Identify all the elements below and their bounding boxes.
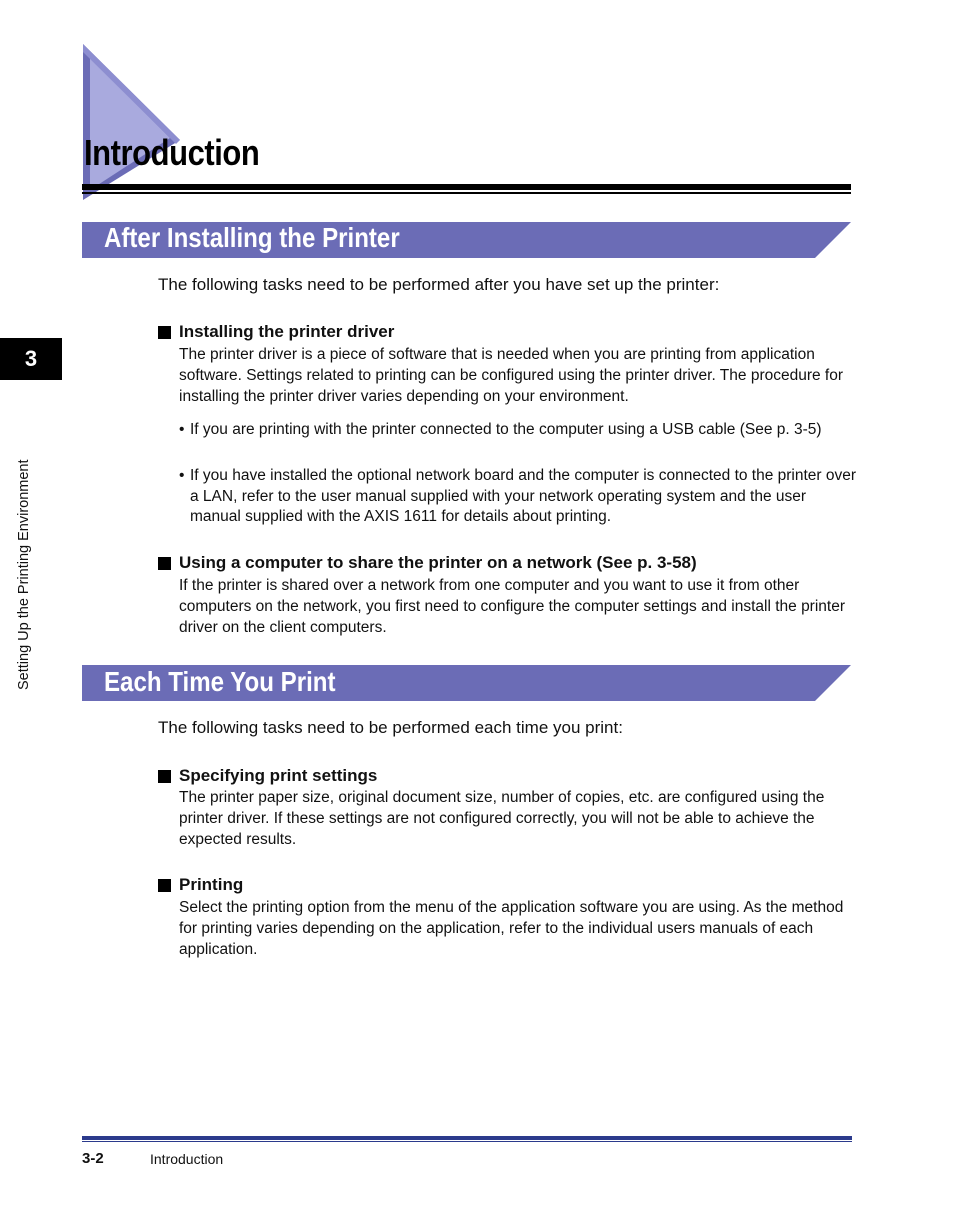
section-title-each-time: Each Time You Print bbox=[104, 666, 336, 697]
footer-rule bbox=[82, 1136, 852, 1140]
paragraph: Select the printing option from the menu of the application software you are using. As the method for printing varies depending on the application, refer to the individual users manuals of each application. bbox=[179, 899, 844, 958]
section-intro: The following tasks need to be performed after you have set up the printer: bbox=[158, 275, 720, 294]
subheading-text: Using a computer to share the printer on a network (See p. 3-58) bbox=[179, 553, 697, 572]
square-bullet-icon bbox=[158, 770, 171, 783]
footer-rule-thin bbox=[82, 1141, 852, 1142]
chapter-title: Introduction bbox=[84, 132, 260, 173]
chapter-side-label: Setting Up the Printing Environment bbox=[16, 459, 32, 690]
title-rule-thin bbox=[82, 192, 851, 194]
square-bullet-icon bbox=[158, 879, 171, 892]
bullet-dot-icon: • bbox=[179, 467, 185, 484]
subheading-share-printer bbox=[158, 553, 697, 573]
page-number: 3-2 bbox=[82, 1150, 104, 1167]
bullet-text: If you are printing with the printer connected to the computer using a USB cable (See p. 3-5) bbox=[190, 421, 822, 438]
subheading-printing bbox=[158, 875, 243, 895]
bullet-item bbox=[179, 420, 859, 441]
subheading-print-settings bbox=[158, 766, 377, 786]
footer-title: Introduction bbox=[150, 1151, 224, 1167]
title-rule bbox=[82, 184, 851, 190]
chapter-tab: 3 bbox=[0, 338, 62, 380]
bullet-item bbox=[179, 466, 859, 528]
paragraph: The printer driver is a piece of software that is needed when you are printing from application software. Settings related to printing can be configured using the printer driver. The procedure for installing the printer driver varies depending on your environment. bbox=[179, 346, 844, 405]
section-intro: The following tasks need to be performed each time you print: bbox=[158, 718, 623, 737]
bullet-dot-icon: • bbox=[179, 421, 185, 438]
section-title-after-installing: After Installing the Printer bbox=[104, 222, 400, 253]
paragraph: The printer paper size, original document size, number of copies, etc. are configured using the printer driver. If these settings are not configured correctly, you will not be able to achieve the expected results. bbox=[179, 789, 825, 848]
bullet-text: If you have installed the optional network board and the computer is connected to the printer over a LAN, refer to the user manual supplied with your network operating system and the user manual supplied with the AXIS 1611 for details about printing. bbox=[190, 467, 857, 525]
square-bullet-icon bbox=[158, 557, 171, 570]
subheading-installing-driver bbox=[158, 322, 394, 342]
subheading-text: Printing bbox=[179, 875, 244, 894]
chapter-corner-graphic bbox=[80, 40, 190, 202]
subheading-text: Specifying print settings bbox=[179, 766, 378, 785]
subheading-text: Installing the printer driver bbox=[179, 322, 395, 341]
square-bullet-icon bbox=[158, 326, 171, 339]
paragraph: If the printer is shared over a network from one computer and you want to use it from other computers on the network, you first need to configure the computer settings and install the printer driver on the client computers. bbox=[179, 577, 846, 636]
